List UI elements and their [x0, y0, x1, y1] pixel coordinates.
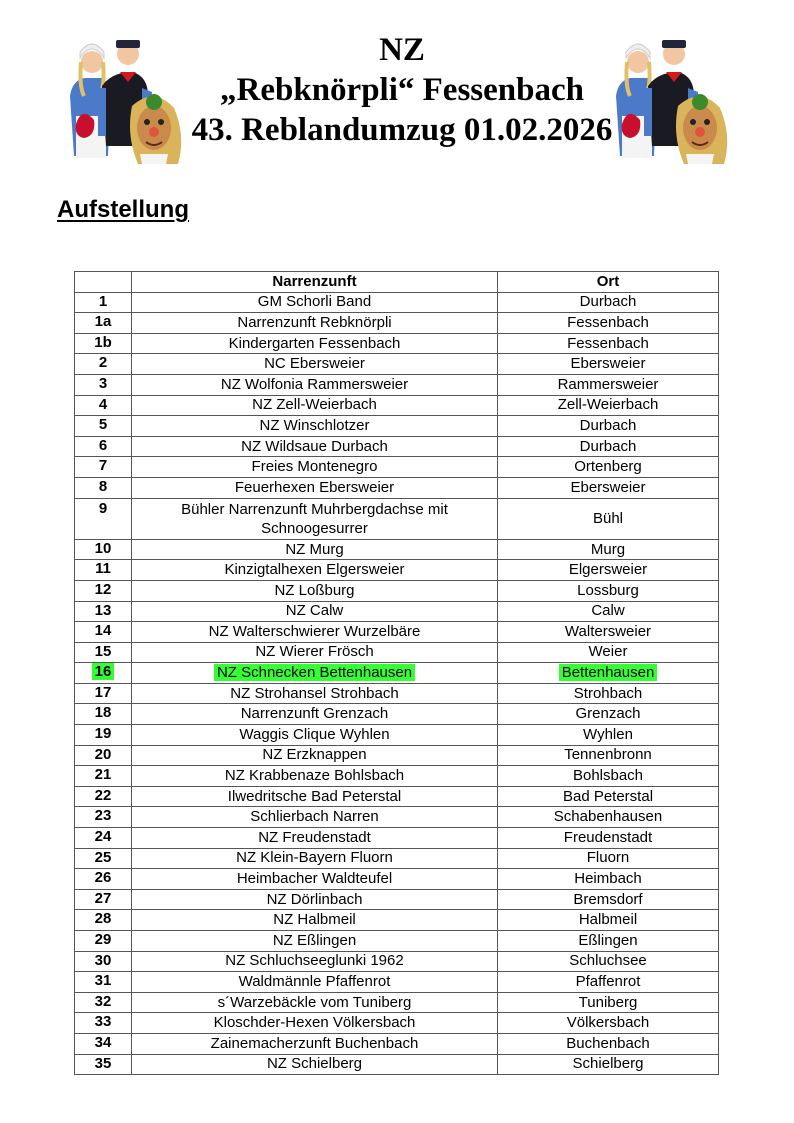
- row-number-cell: [75, 992, 132, 1013]
- row-number: 8: [98, 477, 108, 495]
- table-row: [75, 972, 719, 993]
- table-row: [75, 663, 719, 684]
- row-ort-cell: [498, 828, 719, 849]
- row-number: 22: [94, 786, 112, 804]
- row-number-cell: [75, 416, 132, 437]
- row-ort-cell: [498, 766, 719, 787]
- row-number-cell: [75, 292, 132, 313]
- row-ort-cell: [498, 663, 719, 684]
- row-narrenzunft: NZ Schnecken Bettenhausen: [214, 664, 415, 681]
- row-number: 23: [94, 807, 112, 825]
- row-ort-cell: [498, 807, 719, 828]
- row-number-cell: [75, 931, 132, 952]
- table-row: [75, 848, 719, 869]
- row-narrenzunft: Heimbacher Waldteufel: [236, 870, 393, 888]
- row-narrenzunft-cell: [132, 848, 498, 869]
- row-narrenzunft-cell: [132, 477, 498, 498]
- row-ort: Ebersweier: [570, 355, 646, 373]
- row-ort-cell: [498, 457, 719, 478]
- row-narrenzunft: Feuerhexen Ebersweier: [234, 478, 395, 496]
- row-ort: Bad Peterstal: [562, 787, 654, 805]
- document-title: [190, 30, 614, 150]
- row-number-cell: [75, 725, 132, 746]
- row-number: 12: [94, 580, 112, 598]
- row-ort-cell: [498, 477, 719, 498]
- row-ort-cell: [498, 848, 719, 869]
- row-number-cell: [75, 766, 132, 787]
- row-number: 20: [94, 745, 112, 763]
- row-ort: Pfaffenrot: [575, 972, 641, 990]
- row-narrenzunft: NZ Krabbenaze Bohlsbach: [224, 767, 405, 785]
- row-number: 33: [94, 1013, 112, 1031]
- table-row: [75, 1013, 719, 1034]
- row-narrenzunft: Narrenzunft Rebknörpli: [237, 313, 392, 331]
- row-narrenzunft-cell: [132, 622, 498, 643]
- row-narrenzunft: Narrenzunft Grenzach: [240, 705, 389, 723]
- row-narrenzunft: NZ Wolfonia Rammersweier: [220, 375, 409, 393]
- row-number-cell: [75, 374, 132, 395]
- row-number-cell: [75, 313, 132, 334]
- row-number: 3: [98, 374, 108, 392]
- row-narrenzunft-cell: [132, 580, 498, 601]
- row-ort: Grenzach: [575, 705, 641, 723]
- row-number: 30: [94, 951, 112, 969]
- row-ort: Fessenbach: [567, 313, 649, 331]
- row-ort-cell: [498, 560, 719, 581]
- row-number: 9: [98, 499, 108, 517]
- row-number-cell: [75, 848, 132, 869]
- table-row: [75, 642, 719, 663]
- row-ort: Rammersweier: [557, 375, 659, 393]
- row-ort: Wyhlen: [583, 725, 633, 743]
- row-number: 4: [98, 395, 108, 413]
- row-narrenzunft-cell: [132, 1033, 498, 1054]
- row-ort-cell: [498, 498, 719, 539]
- row-narrenzunft: NZ Zell-Weierbach: [252, 396, 377, 414]
- row-ort: Ebersweier: [570, 478, 646, 496]
- row-number: 16: [92, 663, 115, 680]
- row-number-cell: [75, 436, 132, 457]
- row-ort-cell: [498, 745, 719, 766]
- row-ort: Elgersweier: [568, 561, 648, 579]
- table-row: [75, 910, 719, 931]
- row-number-cell: [75, 828, 132, 849]
- table-row: [75, 580, 719, 601]
- row-ort-cell: [498, 395, 719, 416]
- row-ort-cell: [498, 1033, 719, 1054]
- title-line-2: „Rebknörpli“ Fessenbach: [220, 72, 584, 108]
- row-ort-cell: [498, 683, 719, 704]
- row-narrenzunft: NZ Winschlotzer: [259, 416, 370, 434]
- table-row: [75, 1054, 719, 1075]
- row-narrenzunft-cell: [132, 395, 498, 416]
- row-ort-cell: [498, 869, 719, 890]
- table-row: [75, 807, 719, 828]
- row-narrenzunft: NZ Walterschwierer Wurzelbäre: [208, 622, 421, 640]
- table-row: [75, 477, 719, 498]
- row-narrenzunft: Kindergarten Fessenbach: [228, 334, 401, 352]
- row-narrenzunft: NZ Freudenstadt: [258, 828, 371, 846]
- row-ort-cell: [498, 972, 719, 993]
- row-number-cell: [75, 560, 132, 581]
- row-number: 19: [94, 725, 112, 743]
- row-ort-cell: [498, 951, 719, 972]
- row-narrenzunft: NZ Murg: [285, 540, 344, 558]
- row-narrenzunft-cell: [132, 992, 498, 1013]
- table-row: [75, 1033, 719, 1054]
- row-ort: Tuniberg: [578, 993, 638, 1011]
- row-narrenzunft: Waggis Clique Wyhlen: [239, 725, 390, 743]
- row-narrenzunft-cell: [132, 498, 498, 539]
- row-ort-cell: [498, 416, 719, 437]
- row-number-cell: [75, 683, 132, 704]
- row-narrenzunft: Kloschder-Hexen Völkersbach: [213, 1014, 416, 1032]
- row-ort: Fluorn: [586, 849, 630, 867]
- row-number-cell: [75, 395, 132, 416]
- row-ort: Durbach: [579, 416, 637, 434]
- row-narrenzunft: NZ Wierer Frösch: [255, 643, 374, 661]
- row-narrenzunft-cell: [132, 869, 498, 890]
- row-number: 10: [94, 539, 112, 557]
- row-narrenzunft-cell: [132, 683, 498, 704]
- row-ort: Freudenstadt: [563, 828, 653, 846]
- row-narrenzunft-cell: [132, 663, 498, 684]
- table-row: [75, 292, 719, 313]
- row-narrenzunft-cell: [132, 786, 498, 807]
- row-ort-cell: [498, 601, 719, 622]
- row-narrenzunft-cell: [132, 766, 498, 787]
- row-ort: Zell-Weierbach: [557, 396, 659, 414]
- row-ort: Fessenbach: [567, 334, 649, 352]
- row-number-cell: [75, 477, 132, 498]
- row-ort-cell: [498, 992, 719, 1013]
- row-ort-cell: [498, 292, 719, 313]
- row-ort: Tennenbronn: [564, 746, 652, 764]
- row-number-cell: [75, 910, 132, 931]
- title-line-3: 43. Reblandumzug 01.02.2026: [191, 112, 613, 148]
- row-number-cell: [75, 580, 132, 601]
- row-narrenzunft-cell: [132, 436, 498, 457]
- row-number-cell: [75, 333, 132, 354]
- row-ort-cell: [498, 704, 719, 725]
- row-narrenzunft-cell: [132, 951, 498, 972]
- row-ort: Waltersweier: [564, 622, 652, 640]
- row-ort: Bohlsbach: [572, 767, 644, 785]
- row-narrenzunft-cell: [132, 333, 498, 354]
- table-row: [75, 498, 719, 539]
- row-ort: Schielberg: [572, 1055, 644, 1073]
- row-ort: Heimbach: [574, 870, 642, 888]
- table-row: [75, 374, 719, 395]
- table-row: [75, 416, 719, 437]
- row-number-cell: [75, 354, 132, 375]
- row-ort: Bühl: [592, 510, 624, 528]
- table-row: [75, 560, 719, 581]
- row-narrenzunft-cell: [132, 560, 498, 581]
- row-number-cell: [75, 889, 132, 910]
- row-narrenzunft-cell: [132, 292, 498, 313]
- mascot-illustration-left: [62, 36, 186, 166]
- row-narrenzunft: Kinzigtalhexen Elgersweier: [224, 561, 405, 579]
- mascot-illustration-right: [608, 36, 732, 166]
- row-number: 27: [94, 889, 112, 907]
- row-ort: Bremsdorf: [573, 890, 643, 908]
- row-narrenzunft: NZ Eßlingen: [272, 931, 357, 949]
- row-number-cell: [75, 622, 132, 643]
- row-narrenzunft: Zainemacherzunft Buchenbach: [210, 1034, 419, 1052]
- row-number: 18: [94, 704, 112, 722]
- row-number: 2: [98, 354, 108, 372]
- table-row: [75, 889, 719, 910]
- row-number: 24: [94, 828, 112, 846]
- row-number-cell: [75, 642, 132, 663]
- row-ort: Völkersbach: [566, 1014, 650, 1032]
- row-ort-cell: [498, 436, 719, 457]
- row-number-cell: [75, 1033, 132, 1054]
- row-number: 25: [94, 848, 112, 866]
- row-number: 7: [98, 457, 108, 475]
- row-narrenzunft-cell: [132, 457, 498, 478]
- row-narrenzunft: NZ Klein-Bayern Fluorn: [236, 849, 393, 867]
- row-ort: Bettenhausen: [559, 664, 658, 681]
- row-ort: Durbach: [579, 293, 637, 311]
- row-narrenzunft-cell: [132, 601, 498, 622]
- row-narrenzunft-cell: [132, 374, 498, 395]
- row-ort-cell: [498, 910, 719, 931]
- row-narrenzunft-cell: [132, 539, 498, 560]
- row-number: 17: [94, 683, 112, 701]
- row-narrenzunft: NC Ebersweier: [264, 355, 365, 373]
- row-ort-cell: [498, 786, 719, 807]
- row-narrenzunft: NZ Strohansel Strohbach: [230, 684, 399, 702]
- row-number: 14: [94, 622, 112, 640]
- table-row: [75, 601, 719, 622]
- row-ort: Eßlingen: [578, 931, 638, 949]
- row-narrenzunft-cell: [132, 313, 498, 334]
- row-number: 5: [98, 416, 108, 434]
- row-ort-cell: [498, 1013, 719, 1034]
- row-ort-cell: [498, 354, 719, 375]
- row-ort-cell: [498, 374, 719, 395]
- row-narrenzunft-cell: [132, 1013, 498, 1034]
- row-narrenzunft: NZ Wildsaue Durbach: [241, 437, 388, 455]
- column-header-number: [75, 272, 132, 293]
- table-row: [75, 931, 719, 952]
- row-narrenzunft: Ilwedritsche Bad Peterstal: [227, 787, 402, 805]
- row-narrenzunft: NZ Schluchseeglunki 1962: [225, 952, 404, 970]
- row-number: 35: [94, 1054, 112, 1072]
- row-narrenzunft-cell: [132, 642, 498, 663]
- table-row: [75, 436, 719, 457]
- row-narrenzunft-cell: [132, 889, 498, 910]
- row-ort-cell: [498, 622, 719, 643]
- row-narrenzunft: Schlierbach Narren: [250, 808, 379, 826]
- row-ort-cell: [498, 642, 719, 663]
- table-row: [75, 683, 719, 704]
- table-row: [75, 766, 719, 787]
- table-row: [75, 725, 719, 746]
- row-narrenzunft-cell: [132, 828, 498, 849]
- row-number-cell: [75, 972, 132, 993]
- section-heading: Aufstellung: [57, 196, 189, 223]
- row-narrenzunft-cell: [132, 704, 498, 725]
- table-row: [75, 457, 719, 478]
- row-number: 21: [94, 766, 112, 784]
- table-row: [75, 992, 719, 1013]
- row-narrenzunft: Freies Montenegro: [251, 458, 378, 476]
- row-ort: Lossburg: [577, 581, 639, 599]
- table-row: [75, 745, 719, 766]
- row-narrenzunft: Waldmännle Pfaffenrot: [238, 972, 391, 990]
- row-ort-cell: [498, 539, 719, 560]
- row-number-cell: [75, 601, 132, 622]
- table-row: [75, 786, 719, 807]
- row-narrenzunft-cell: [132, 910, 498, 931]
- row-ort: Halbmeil: [578, 911, 638, 929]
- table-row: [75, 333, 719, 354]
- column-header-narrenzunft: Narrenzunft: [132, 272, 498, 293]
- row-number: 1b: [94, 333, 112, 351]
- row-number: 29: [94, 931, 112, 948]
- row-ort-cell: [498, 725, 719, 746]
- row-ort-cell: [498, 313, 719, 334]
- row-ort: Buchenbach: [566, 1034, 650, 1052]
- table-row: [75, 539, 719, 560]
- row-number: 34: [94, 1033, 112, 1051]
- row-number-cell: [75, 539, 132, 560]
- row-narrenzunft-cell: [132, 1054, 498, 1075]
- row-narrenzunft: NZ Schielberg: [266, 1055, 363, 1073]
- row-number: 13: [94, 601, 112, 619]
- table-row: [75, 704, 719, 725]
- row-number-cell: [75, 951, 132, 972]
- row-ort: Murg: [590, 540, 626, 558]
- row-narrenzunft-cell: [132, 416, 498, 437]
- table-row: [75, 622, 719, 643]
- table-row: [75, 354, 719, 375]
- row-ort: Weier: [588, 643, 628, 661]
- row-number: 15: [94, 642, 112, 660]
- row-number-cell: [75, 807, 132, 828]
- row-ort: Schabenhausen: [553, 808, 663, 826]
- row-ort: Ortenberg: [574, 458, 642, 476]
- row-ort: Durbach: [579, 437, 637, 455]
- table-row: [75, 869, 719, 890]
- row-ort-cell: [498, 931, 719, 952]
- row-narrenzunft: NZ Loßburg: [274, 581, 355, 599]
- table-row: [75, 313, 719, 334]
- row-number: 1: [98, 292, 108, 310]
- row-ort-cell: [498, 580, 719, 601]
- row-number-cell: [75, 1054, 132, 1075]
- row-narrenzunft-cell: [132, 725, 498, 746]
- row-number: 11: [95, 560, 111, 578]
- row-narrenzunft: NZ Calw: [285, 602, 344, 620]
- row-number-cell: [75, 786, 132, 807]
- row-narrenzunft-cell: [132, 972, 498, 993]
- row-number-cell: [75, 869, 132, 890]
- row-number: 6: [98, 436, 108, 454]
- row-ort: Strohbach: [573, 684, 643, 702]
- row-number-cell: [75, 704, 132, 725]
- row-number: 1a: [94, 313, 112, 331]
- row-number: 31: [94, 972, 112, 990]
- row-number: 32: [94, 992, 112, 1010]
- title-line-1: NZ: [379, 32, 425, 68]
- table-header-row: [75, 272, 719, 293]
- column-header-ort: Ort: [498, 272, 719, 293]
- row-narrenzunft: NZ Erzknappen: [262, 746, 367, 764]
- row-ort: Calw: [591, 602, 625, 620]
- row-narrenzunft: s´Warzebäckle vom Tuniberg: [217, 993, 412, 1011]
- table-row: [75, 951, 719, 972]
- row-narrenzunft-cell: [132, 931, 498, 952]
- lineup-table: [74, 271, 719, 1075]
- row-narrenzunft: Bühler Narrenzunft Muhrbergdachse mit Schnoogesurrer: [181, 500, 448, 537]
- row-number: 26: [94, 869, 112, 887]
- row-narrenzunft: NZ Dörlinbach: [266, 890, 363, 908]
- row-narrenzunft: GM Schorli Band: [257, 293, 372, 311]
- row-number-cell: [75, 498, 132, 539]
- row-number-cell: [75, 457, 132, 478]
- row-number-cell: [75, 745, 132, 766]
- row-narrenzunft-cell: [132, 354, 498, 375]
- row-ort-cell: [498, 889, 719, 910]
- row-ort-cell: [498, 333, 719, 354]
- table-row: [75, 395, 719, 416]
- row-narrenzunft: NZ Halbmeil: [273, 911, 356, 929]
- row-ort-cell: [498, 1054, 719, 1075]
- row-number-cell: [75, 1013, 132, 1034]
- table-row: [75, 828, 719, 849]
- row-narrenzunft-cell: [132, 745, 498, 766]
- row-ort: Schluchsee: [569, 952, 647, 970]
- row-number: 28: [94, 910, 112, 928]
- row-narrenzunft-cell: [132, 807, 498, 828]
- row-number-cell: [75, 663, 132, 684]
